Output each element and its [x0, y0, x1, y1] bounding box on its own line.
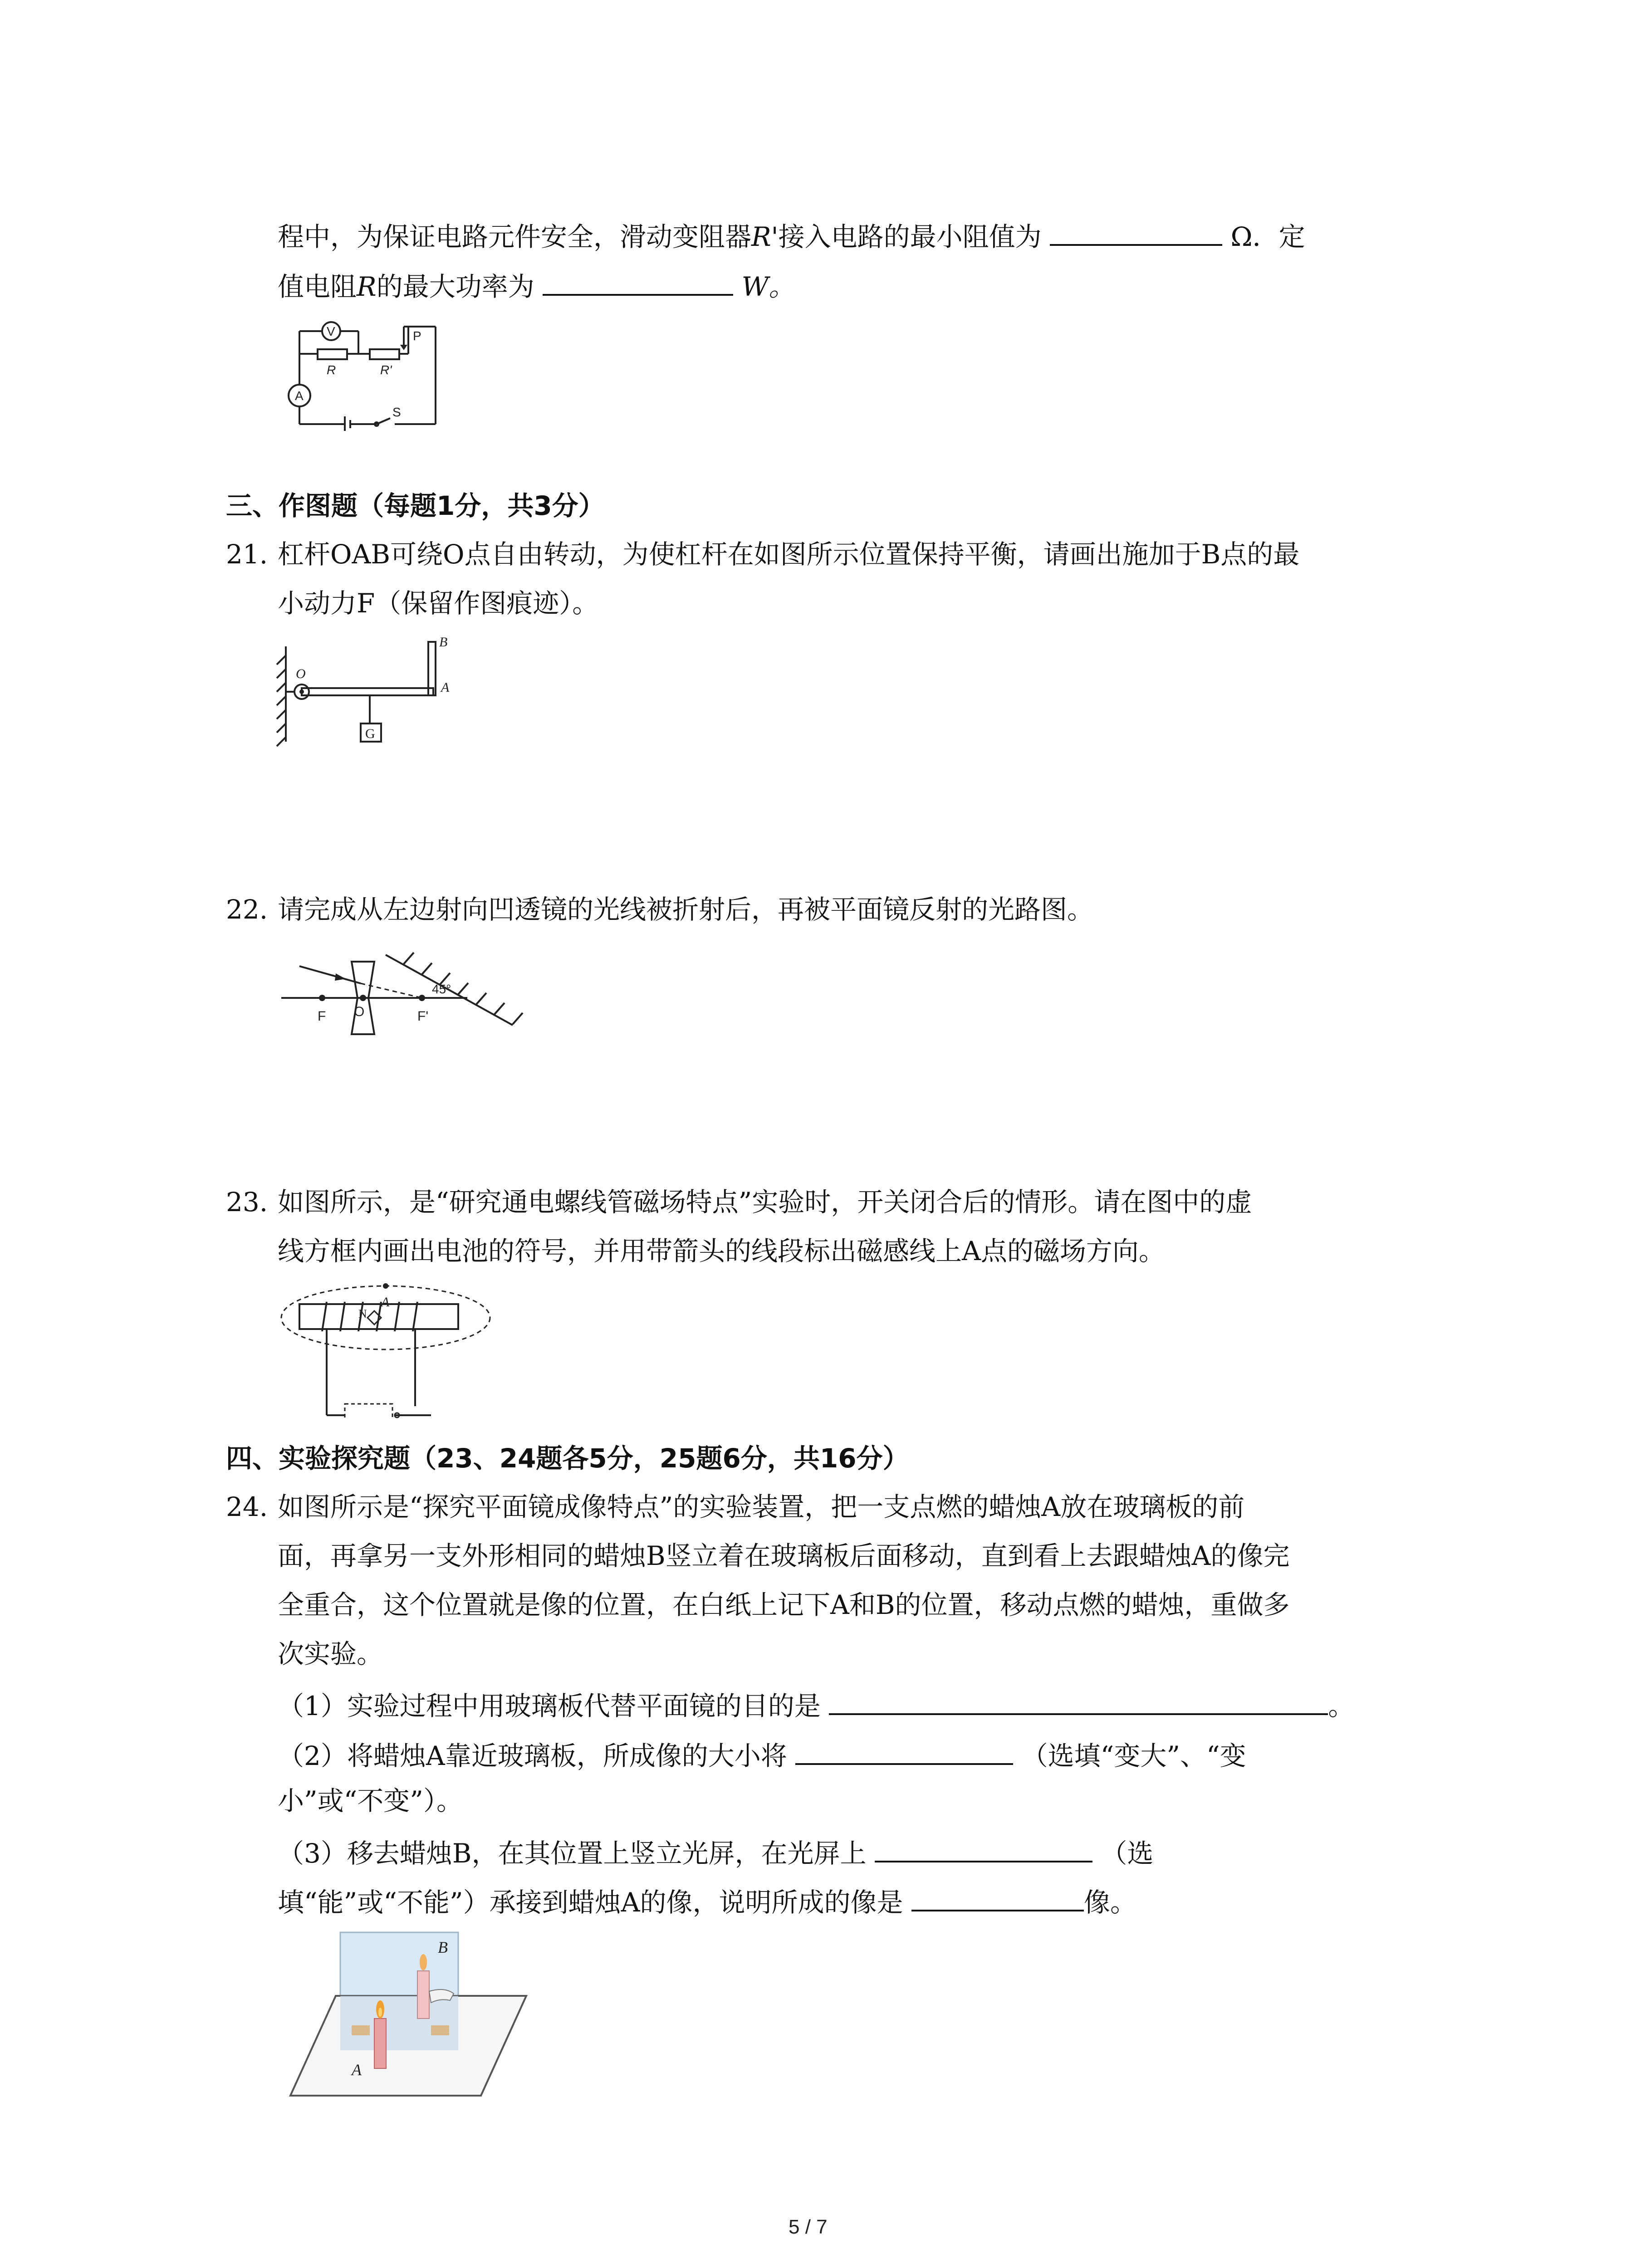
q21-line1: 杠杆OAB可绕O点自由转动，为使杠杆在如图所示位置保持平衡，请画出施加于B点的最 [278, 539, 1300, 570]
q23-line2: 线方框内画出电池的符号，并用带箭头的线段标出磁感线上A点的磁场方向。 [278, 1236, 1165, 1266]
q23-fig-label-n: N [358, 1307, 367, 1320]
q24-sub3-options: （选 [1101, 1838, 1154, 1869]
q24-sub2 [278, 1735, 1246, 1774]
q24-sub3 [278, 1833, 1153, 1872]
q22-fig-label-fp: F' [417, 1009, 429, 1024]
q20-answer-blank-2[interactable] [543, 266, 733, 296]
q20-fig-label-p: P [413, 329, 421, 343]
q24-line4: 次实验。 [278, 1638, 383, 1669]
q22-fig-label-f: F [318, 1009, 326, 1024]
q24-sub3-answer-blank-2[interactable] [911, 1882, 1084, 1911]
q21-lever-diagram [272, 633, 463, 751]
q21-fig-label-b: B [439, 635, 448, 650]
q24-number: 24. [226, 1491, 268, 1522]
q20-fig-label-s: S [392, 405, 401, 419]
section-4-heading: 四、实验探究题（23、24题各5分，25题6分，共16分） [226, 1443, 909, 1474]
q24-line2: 面，再拿另一支外形相同的蜡烛B竖立着在玻璃板后面移动，直到看上去跟蜡烛A的像完 [278, 1540, 1290, 1571]
q20-fig-label-v: V [327, 324, 335, 338]
q22-fig-label-angle: 45° [432, 982, 451, 996]
q24-sub2-cont: 小”或“不变”）。 [278, 1785, 463, 1816]
q20-circuit-diagram [272, 313, 454, 431]
q20-line1 [278, 216, 1305, 255]
q22-fig-label-o: O [354, 1004, 365, 1019]
q20-var-rp: R' [751, 221, 779, 252]
section-3-heading: 三、作图题（每题1分，共3分） [226, 490, 605, 521]
q24-sub3-cont [278, 1882, 1136, 1921]
q20-unit-watt: W。 [741, 271, 795, 302]
q20-unit-ohm: Ω．定 [1230, 221, 1305, 252]
q23-solenoid-diagram [272, 1270, 508, 1420]
q24-line1: 如图所示是“探究平面镜成像特点”的实验装置，把一支点燃的蜡烛A放在玻璃板的前 [278, 1491, 1245, 1522]
q20-fig-label-rp: R' [380, 363, 392, 377]
q24-sub1-end: 。 [1328, 1691, 1355, 1721]
q20-var-r: R [357, 271, 377, 302]
q24-sub3-text-c: 填“能”或“不能”）承接到蜡烛A的像，说明所成的像是 [278, 1887, 903, 1918]
q24-sub3-answer-blank-1[interactable] [875, 1833, 1092, 1862]
q24-sub3-end: 像。 [1083, 1887, 1136, 1918]
q24-mirror-experiment-figure [281, 1928, 535, 2118]
page-number: 5 / 7 [789, 2216, 828, 2238]
q22-optics-diagram [272, 948, 526, 1039]
q24-fig-label-a: A [352, 2061, 362, 2079]
q21-line2: 小动力F（保留作图痕迹）。 [278, 588, 599, 619]
q24-line3: 全重合，这个位置就是像的位置，在白纸上记下A和B的位置，移动点燃的蜡烛，重做多 [278, 1589, 1290, 1620]
q21-fig-label-g: G [365, 726, 375, 741]
q24-sub3-text: （3）移去蜡烛B，在其位置上竖立光屏，在光屏上 [278, 1838, 867, 1869]
q24-sub2-options: （选填“变大”、“变 [1021, 1740, 1246, 1771]
q20-line1-text-b: 接入电路的最小阻值为 [778, 221, 1042, 252]
q23-number: 23. [226, 1187, 268, 1217]
q21-number: 21. [226, 539, 268, 570]
q20-fig-label-a: A [295, 389, 304, 403]
q22-line1: 请完成从左边射向凹透镜的光线被折射后，再被平面镜反射的光路图。 [278, 894, 1094, 925]
q23-fig-label-a: A [381, 1295, 390, 1310]
q20-line2-text-b: 的最大功率为 [376, 271, 534, 302]
q23-line1: 如图所示，是“研究通电螺线管磁场特点”实验时，开关闭合后的情形。请在图中的虚 [278, 1187, 1252, 1217]
q21-fig-label-o: O [296, 666, 306, 681]
q20-line2-text-a: 值电阻 [278, 271, 357, 302]
q24-sub1-text: （1）实验过程中用玻璃板代替平面镜的目的是 [278, 1691, 821, 1721]
q20-fig-label-r: R [327, 363, 336, 377]
slider-arrow-icon [400, 345, 407, 350]
q20-answer-blank-1[interactable] [1050, 216, 1222, 246]
q22-number: 22. [226, 894, 268, 925]
q20-line2 [278, 266, 795, 305]
q24-sub1-answer-blank[interactable] [829, 1685, 1328, 1715]
q24-sub1 [278, 1685, 1354, 1724]
q20-line1-text-a: 程中，为保证电路元件安全，滑动变阻器 [278, 221, 752, 252]
q21-fig-label-a: A [441, 680, 450, 695]
q24-fig-label-b: B [438, 1938, 448, 1956]
q24-sub2-text: （2）将蜡烛A靠近玻璃板，所成像的大小将 [278, 1740, 787, 1771]
q24-sub2-answer-blank[interactable] [795, 1735, 1013, 1765]
